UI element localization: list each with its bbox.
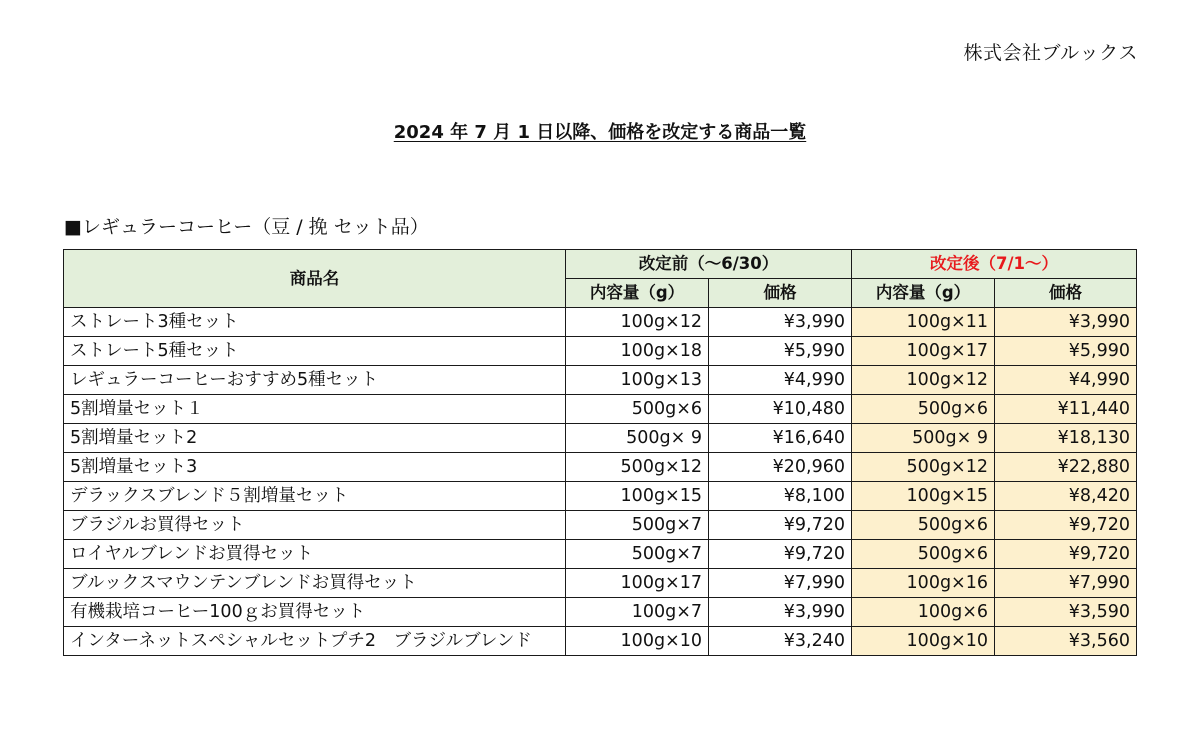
after-capacity-cell: 100g×6 — [852, 598, 995, 627]
before-capacity-cell: 100g×12 — [566, 308, 709, 337]
column-header-after-price: 価格 — [995, 279, 1137, 308]
table-body — [64, 308, 1137, 656]
after-price-cell: ¥9,720 — [995, 540, 1137, 569]
table-row — [64, 511, 1137, 540]
after-price-cell: ¥5,990 — [995, 337, 1137, 366]
before-capacity-cell: 500g×7 — [566, 511, 709, 540]
table-row — [64, 395, 1137, 424]
after-capacity-cell: 500g× 9 — [852, 424, 995, 453]
column-header-before-price: 価格 — [709, 279, 852, 308]
column-header-product-name: 商品名 — [64, 250, 566, 308]
table-row — [64, 482, 1137, 511]
before-price-cell: ¥7,990 — [709, 569, 852, 598]
before-price-cell: ¥3,240 — [709, 627, 852, 656]
after-price-cell: ¥22,880 — [995, 453, 1137, 482]
before-price-cell: ¥16,640 — [709, 424, 852, 453]
before-price-cell: ¥3,990 — [709, 598, 852, 627]
after-capacity-cell: 100g×16 — [852, 569, 995, 598]
product-name-cell: ロイヤルブレンドお買得セット — [64, 540, 566, 569]
before-capacity-cell: 500g×12 — [566, 453, 709, 482]
after-price-cell: ¥3,590 — [995, 598, 1137, 627]
after-capacity-cell: 100g×10 — [852, 627, 995, 656]
product-name-cell: ストレート5種セット — [64, 337, 566, 366]
product-name-cell: ブラジルお買得セット — [64, 511, 566, 540]
before-price-cell: ¥9,720 — [709, 540, 852, 569]
after-capacity-cell: 500g×6 — [852, 540, 995, 569]
after-price-cell: ¥8,420 — [995, 482, 1137, 511]
before-price-cell: ¥10,480 — [709, 395, 852, 424]
table-row — [64, 366, 1137, 395]
before-capacity-cell: 100g×13 — [566, 366, 709, 395]
column-group-before: 改定前（～6/30） — [566, 250, 852, 279]
product-name-cell: ストレート3種セット — [64, 308, 566, 337]
product-name-cell: レギュラーコーヒーおすすめ5種セット — [64, 366, 566, 395]
before-price-cell: ¥8,100 — [709, 482, 852, 511]
before-capacity-cell: 100g×7 — [566, 598, 709, 627]
price-revision-table — [63, 249, 1137, 656]
table-row — [64, 627, 1137, 656]
product-name-cell: デラックスブレンド５割増量セット — [64, 482, 566, 511]
document-title: 2024 年 7 月 1 日以降、価格を改定する商品一覧 — [393, 122, 807, 143]
product-name-cell: 有機栽培コーヒー100ｇお買得セット — [64, 598, 566, 627]
before-capacity-cell: 100g×15 — [566, 482, 709, 511]
product-name-cell: ブルックスマウンテンブレンドお買得セット — [64, 569, 566, 598]
before-price-cell: ¥9,720 — [709, 511, 852, 540]
after-capacity-cell: 100g×15 — [852, 482, 995, 511]
before-capacity-cell: 100g×17 — [566, 569, 709, 598]
company-name: 株式会社ブルックス — [963, 42, 1138, 64]
after-capacity-cell: 100g×17 — [852, 337, 995, 366]
table-row — [64, 569, 1137, 598]
table-row — [64, 453, 1137, 482]
before-price-cell: ¥5,990 — [709, 337, 852, 366]
after-capacity-cell: 500g×6 — [852, 395, 995, 424]
before-capacity-cell: 500g× 9 — [566, 424, 709, 453]
before-price-cell: ¥20,960 — [709, 453, 852, 482]
after-price-cell: ¥7,990 — [995, 569, 1137, 598]
after-price-cell: ¥3,560 — [995, 627, 1137, 656]
column-header-after-capacity: 内容量（g） — [852, 279, 995, 308]
after-capacity-cell: 100g×11 — [852, 308, 995, 337]
after-capacity-cell: 500g×6 — [852, 511, 995, 540]
table-row — [64, 337, 1137, 366]
before-capacity-cell: 500g×7 — [566, 540, 709, 569]
after-price-cell: ¥18,130 — [995, 424, 1137, 453]
table-row — [64, 308, 1137, 337]
product-name-cell: 5割増量セット１ — [64, 395, 566, 424]
product-name-cell: 5割増量セット3 — [64, 453, 566, 482]
before-price-cell: ¥4,990 — [709, 366, 852, 395]
product-name-cell: インターネットスペシャルセットプチ2 ブラジルブレンド — [64, 627, 566, 656]
header-row-groups — [64, 250, 1137, 279]
after-price-cell: ¥3,990 — [995, 308, 1137, 337]
before-price-cell: ¥3,990 — [709, 308, 852, 337]
table-row — [64, 424, 1137, 453]
after-capacity-cell: 500g×12 — [852, 453, 995, 482]
after-price-cell: ¥11,440 — [995, 395, 1137, 424]
after-price-cell: ¥9,720 — [995, 511, 1137, 540]
after-capacity-cell: 100g×12 — [852, 366, 995, 395]
before-capacity-cell: 100g×10 — [566, 627, 709, 656]
document-title-wrap — [0, 118, 1200, 144]
before-capacity-cell: 100g×18 — [566, 337, 709, 366]
product-name-cell: 5割増量セット2 — [64, 424, 566, 453]
table-header — [64, 250, 1137, 308]
column-group-after: 改定後（7/1～） — [852, 250, 1137, 279]
table-row — [64, 540, 1137, 569]
after-price-cell: ¥4,990 — [995, 366, 1137, 395]
column-header-before-capacity: 内容量（g） — [566, 279, 709, 308]
before-capacity-cell: 500g×6 — [566, 395, 709, 424]
table-row — [64, 598, 1137, 627]
section-heading: ■レギュラーコーヒー（豆 / 挽 セット品） — [64, 216, 429, 238]
